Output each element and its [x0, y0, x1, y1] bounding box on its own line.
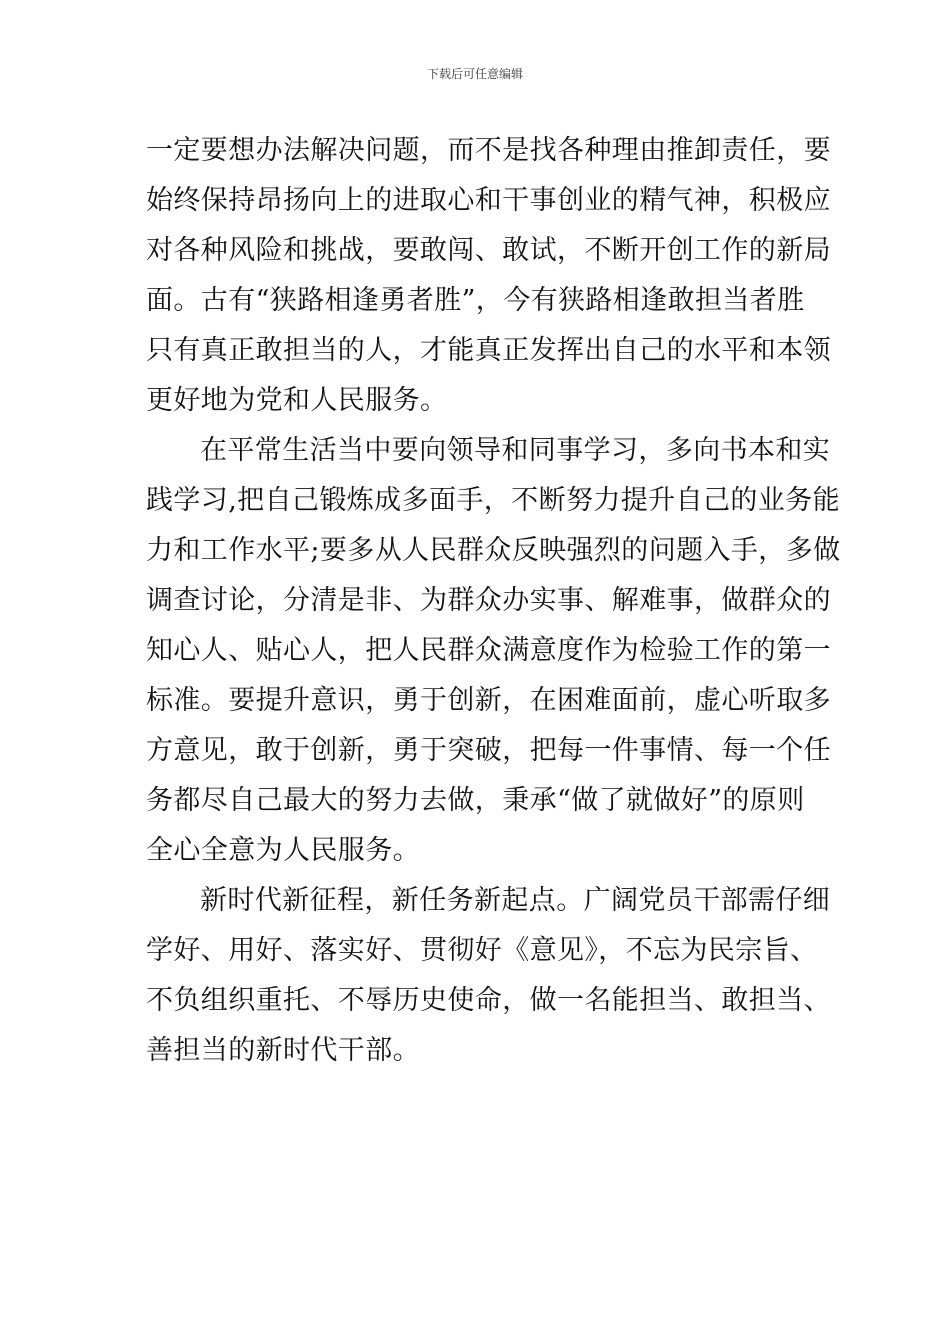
paragraph-line: 更好地为党和人民服务。 [146, 385, 448, 416]
paragraph-line: 只有真正敢担当的人，才能真正发挥出自己的水平和本领 [146, 335, 831, 366]
paragraph-line: 始终保持昂扬向上的进取心和干事创业的精气神，积极应 [146, 185, 831, 216]
paragraph-line: 对各种风险和挑战，要敢闯、敢试，不断开创工作的新局 [146, 235, 831, 266]
paragraph-line: 知心人、贴心人，把人民群众满意度作为检验工作的第一 [146, 635, 831, 666]
paragraph-line: 在平常生活当中要向领导和同事学习，多向书本和实 [200, 435, 831, 466]
paragraph-line: 标准。要提升意识，勇于创新，在困难面前，虚心听取多 [146, 685, 831, 716]
paragraph-line: 学好、用好、落实好、贯彻好《意见》，不忘为民宗旨、 [146, 935, 818, 966]
paragraph-line: 践学习,把自己锻炼成多面手，不断努力提升自己的业务能 [146, 485, 840, 516]
document-body [146, 126, 841, 1076]
paragraph-line: 力和工作水平;要多从人民群众反映强烈的问题入手，多做 [146, 535, 841, 566]
paragraph-line: 全心全意为人民服务。 [146, 835, 420, 866]
paragraph-3 [146, 876, 831, 1076]
paragraph-line: 方意见，敢于创新，勇于突破，把每一件事情、每一个任 [146, 735, 831, 766]
paragraph-line: 不负组织重托、不辱历史使命，做一名能担当、敢担当、 [146, 985, 831, 1016]
paragraph-line: 一定要想办法解决问题，而不是找各种理由推卸责任，要 [146, 135, 831, 166]
header-note: 下载后可任意编辑 [426, 67, 523, 81]
paragraph-line: 面。古有“狭路相逢勇者胜”，今有狭路相逢敢担当者胜 [146, 285, 805, 316]
paragraph-line: 务都尽自己最大的努力去做，秉承“做了就做好”的原则 [146, 785, 805, 816]
paragraph-line: 善担当的新时代干部。 [146, 1035, 420, 1066]
paragraph-line: 调查讨论，分清是非、为群众办实事、解难事，做群众的 [146, 585, 831, 616]
paragraph-2 [146, 426, 841, 876]
paragraph-1 [146, 126, 831, 426]
paragraph-line: 新时代新征程，新任务新起点。广阔党员干部需仔细 [200, 885, 831, 916]
